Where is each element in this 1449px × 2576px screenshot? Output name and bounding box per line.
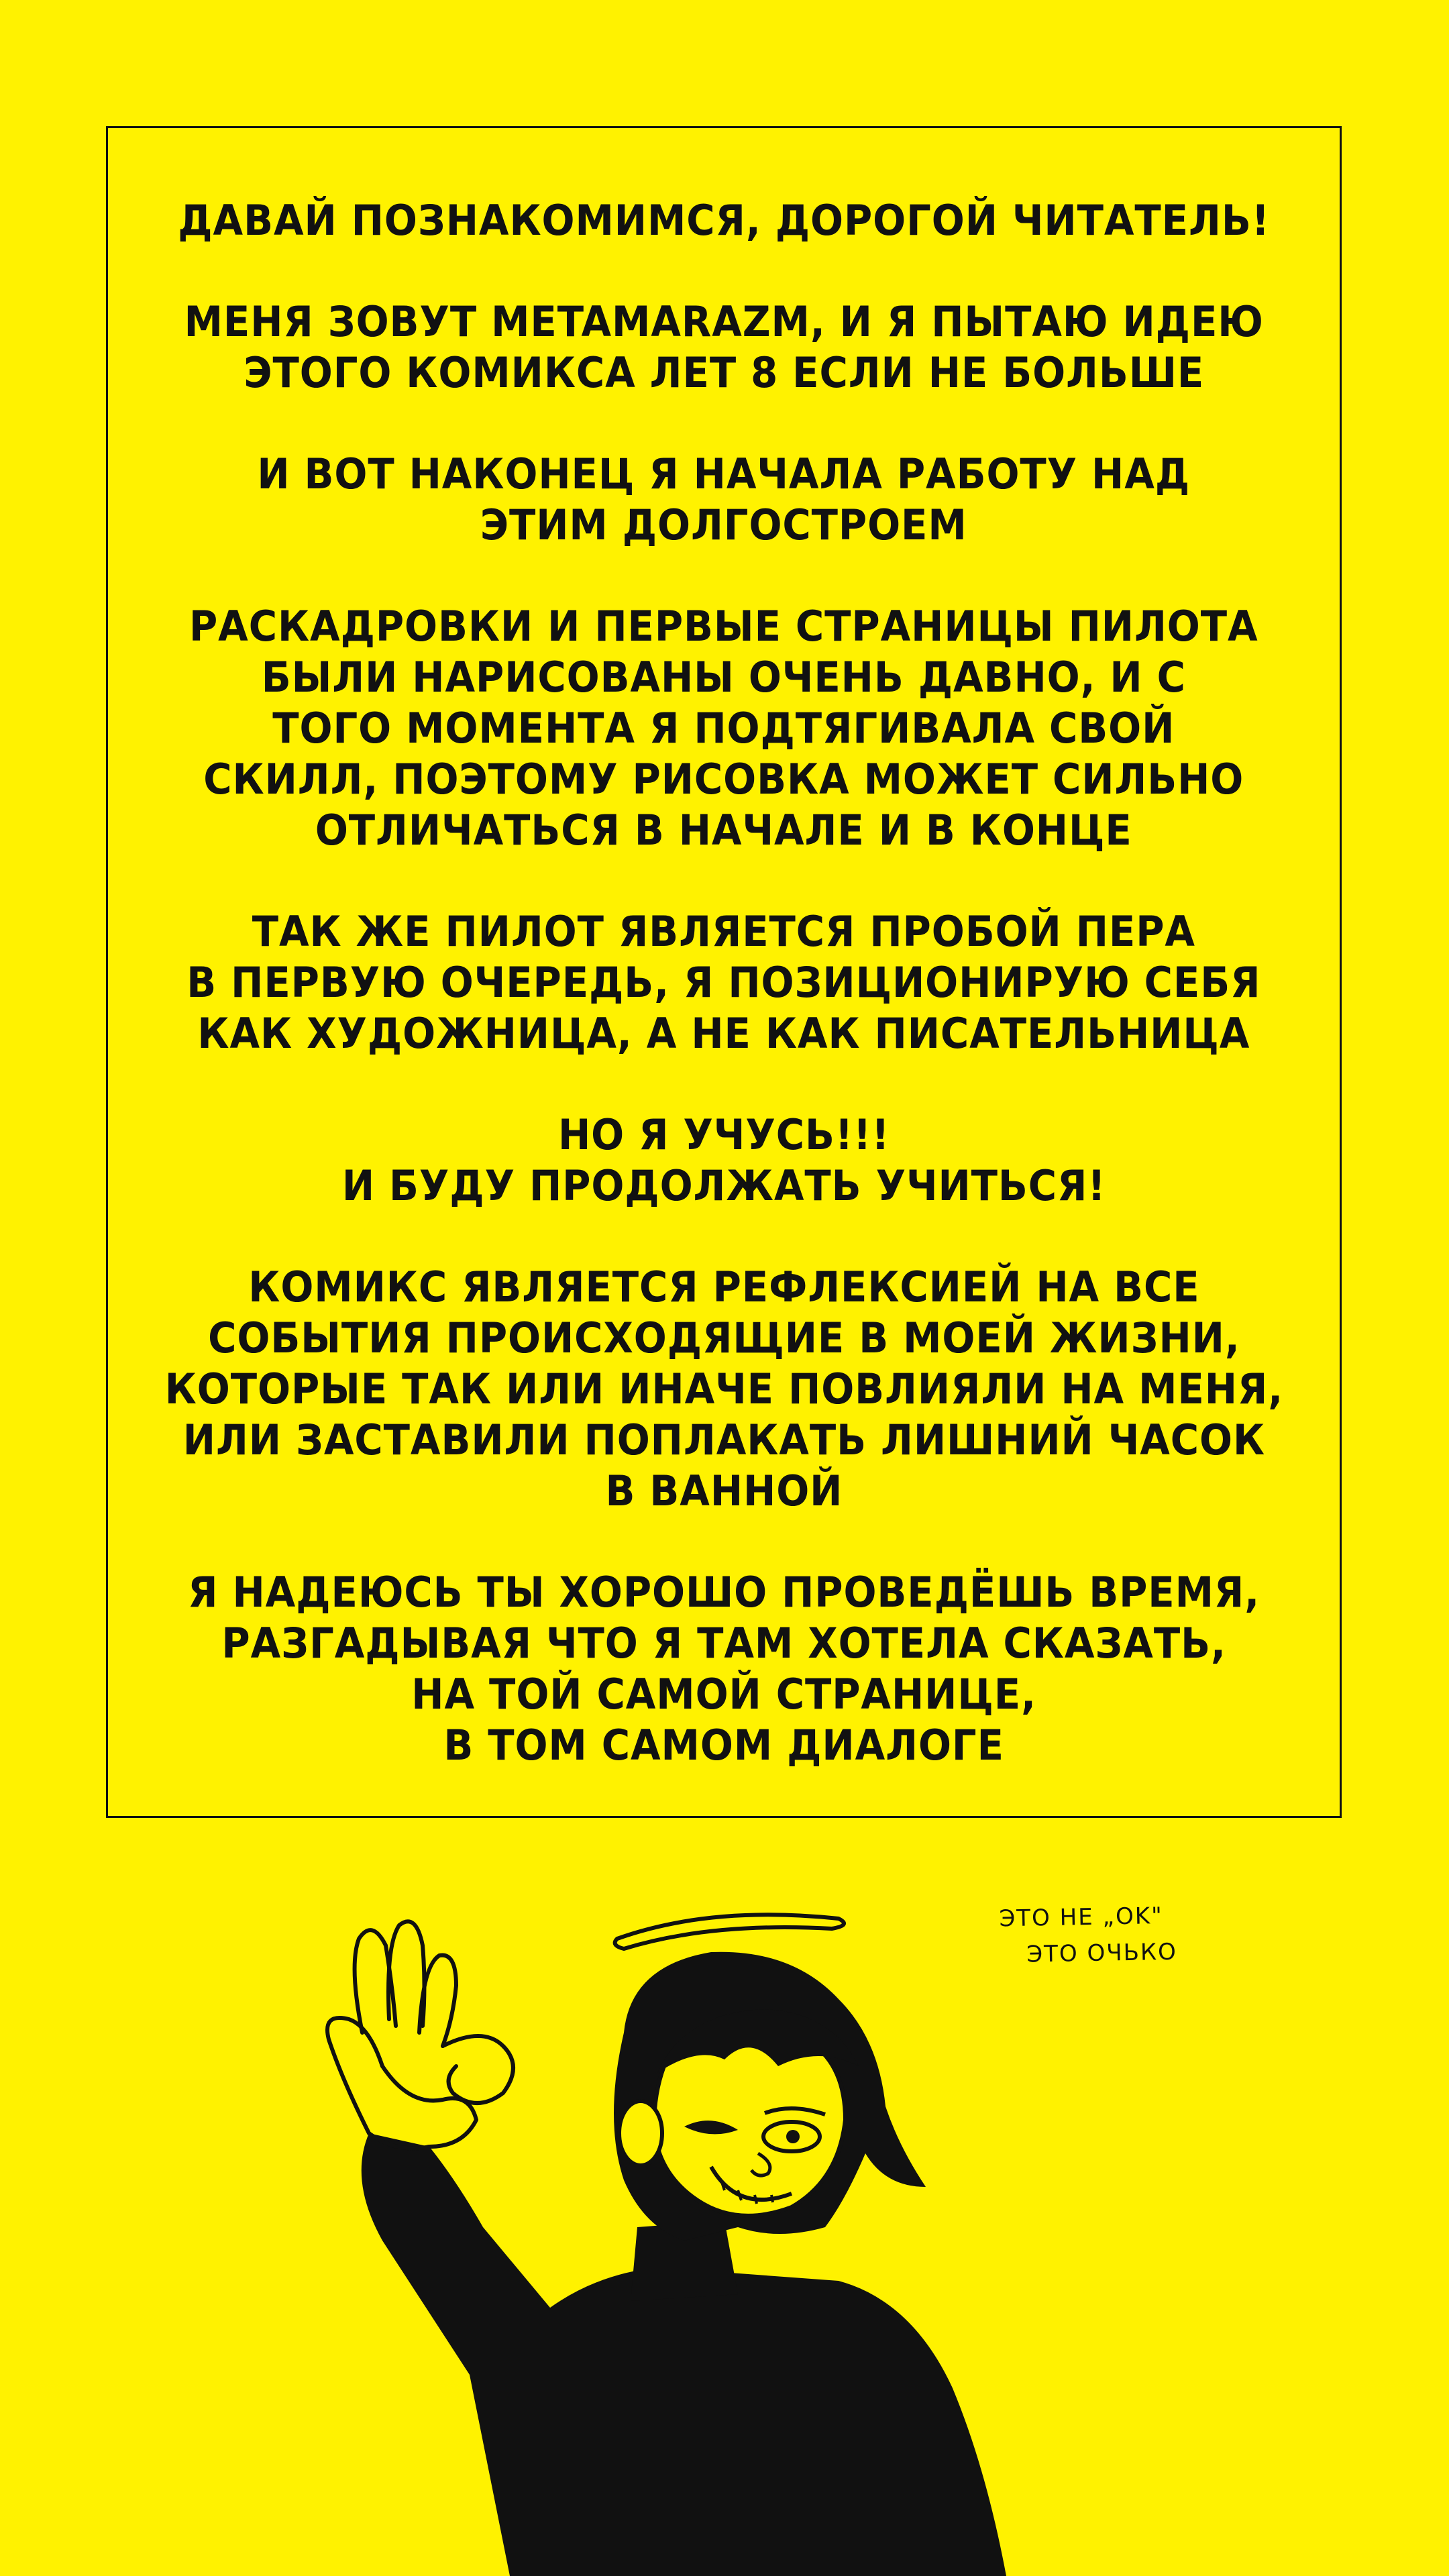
intro-paragraph-8: Я НАДЕЮСЬ ТЫ ХОРОШО ПРОВЕДЁШЬ ВРЕМЯ, РАЗГАДЫВАЯ ЧТО Я ТАМ ХОТЕЛА СКАЗАТЬ, НА ТОЙ САМОЙ СТРАНИЦЕ, В ТОМ САМОМ ДИАЛОГЕ bbox=[188, 1568, 1260, 1770]
note-line-1: ЭТО НЕ „OK" bbox=[999, 1902, 1164, 1933]
halo bbox=[615, 1915, 844, 1949]
note-line-2: ЭТО ОЧЬКО bbox=[1026, 1938, 1178, 1968]
intro-paragraph-3: И ВОТ НАКОНЕЦ Я НАЧАЛА РАБОТУ НАД ЭТИМ ДОЛГОСТРОЕМ bbox=[257, 449, 1191, 549]
ear bbox=[619, 2101, 662, 2165]
ok-hand bbox=[327, 1921, 513, 2148]
character-illustration bbox=[309, 1865, 1053, 2576]
intro-paragraph-1: ДАВАЙ ПОЗНАКОМИМСЯ, ДОРОГОЙ ЧИТАТЕЛЬ! bbox=[178, 196, 1270, 245]
intro-paragraph-7: КОМИКС ЯВЛЯЕТСЯ РЕФЛЕКСИЕЙ НА ВСЕ СОБЫТИЯ ПРОИСХОДЯЩИЕ В МОЕЙ ЖИЗНИ, КОТОРЫЕ ТАК ИЛИ ИНАЧЕ ПОВЛИЯЛИ НА МЕНЯ, ИЛИ ЗАСТАВИЛИ ПОПЛАКАТЬ ЛИШНИЙ ЧАСОК В ВАННОЙ bbox=[164, 1263, 1283, 1515]
right-pupil bbox=[786, 2130, 800, 2143]
intro-text-box bbox=[106, 126, 1342, 1818]
intro-paragraph-4: РАСКАДРОВКИ И ПЕРВЫЕ СТРАНИЦЫ ПИЛОТА БЫЛИ НАРИСОВАНЫ ОЧЕНЬ ДАВНО, И С ТОГО МОМЕНТА Я ПОДТЯГИВАЛА СВОЙ СКИЛЛ, ПОЭТОМУ РИСОВКА МОЖЕТ СИЛЬНО ОТЛИЧАТЬСЯ В НАЧАЛЕ И В КОНЦЕ bbox=[189, 602, 1258, 855]
intro-paragraph-6: НО Я УЧУСЬ!!! И БУДУ ПРОДОЛЖАТЬ УЧИТЬСЯ! bbox=[341, 1110, 1106, 1210]
intro-paragraph-2: МЕНЯ ЗОВУТ METAMARAZM, И Я ПЫТАЮ ИДЕЮ ЭТОГО КОМИКСА ЛЕТ 8 ЕСЛИ НЕ БОЛЬШЕ bbox=[184, 297, 1264, 397]
intro-paragraph-5: ТАК ЖЕ ПИЛОТ ЯВЛЯЕТСЯ ПРОБОЙ ПЕРА В ПЕРВУЮ ОЧЕРЕДЬ, Я ПОЗИЦИОНИРУЮ СЕБЯ КАК ХУДОЖНИЦА, А НЕ КАК ПИСАТЕЛЬНИЦА bbox=[186, 907, 1261, 1058]
